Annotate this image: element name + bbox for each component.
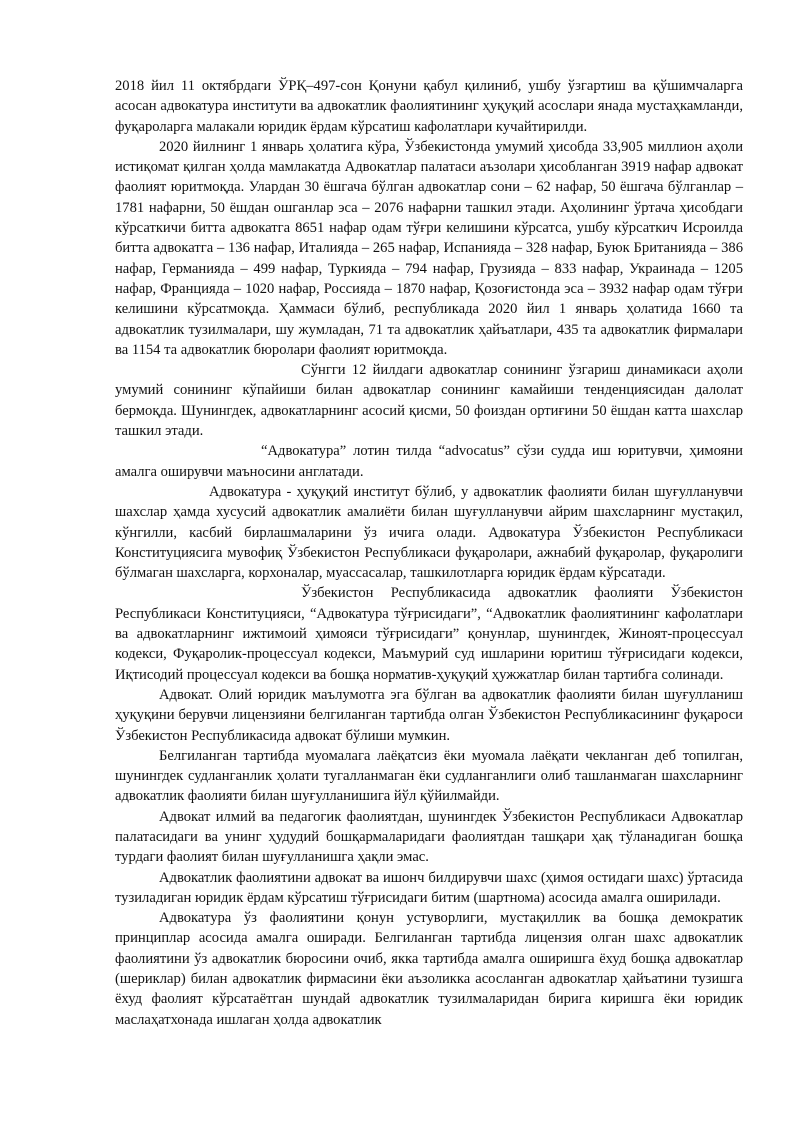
paragraph-legal-regulation: Ўзбекистон Республикасида адвокатлик фаолияти Ўзбекистон Республикаси Конституцияси, “Адвокатура тўғрисидаги”, “Адвокатлик фаолиятининг кафолатлари ва адвокатларнинг ижтимоий ҳимояси тўғрисидаги” қонунлар, шунингдек, Жиноят-процессуал кодекси, Фуқаролик-процессуал кодекси, Маъмурий суд ишларини юритиш тўғрисидаги кодекси, Иқтисодий процессуал кодекси ва бошқа норматив-ҳуқуқий ҳужжатлар билан тартибга солинади.: [115, 585, 743, 683]
paragraph-advocacy-definition: Адвокатура - ҳуқуқий институт бўлиб, у адвокатлик фаолияти билан шуғулланувчи шахслар ҳамда хусусий адвокатлик амалиёти билан шуғулланувчи айрим шахсларнинг мустақил, кўнгилли, касбий бирлашмаларини ўз ичига олади. Адвокатура Ўзбекистон Республикаси Конституциясига мувофиқ Ўзбекистон Республикаси фуқаролари, ажнабий фуқаролар, фуқаролиги бўлмаган шахсларга, корхоналар, муассасалар, ташкилотларга юридик ёрдам кўрсатади.: [115, 483, 743, 582]
document-page: [115, 76, 743, 1030]
paragraph-other-activity-restriction: Адвокат илмий ва педагогик фаолиятдан, шунингдек Ўзбекистон Республикаси Адвокатлар палатасидаги ва унинг ҳудудий бошқармаларидаги фаолиятдан ташқари ҳақ тўланадиган бошқа турдаги фаолият билан шуғулланишга ҳақли эмас.: [115, 808, 743, 866]
paragraph-lawyer-dynamics: Сўнгги 12 йилдаги адвокатлар сонининг ўзгариш динамикаси аҳоли умумий сонининг кўпайиши билан адвокатлар сонининг камайиши тенденциясидан далолат бермоқда. Шунингдек, адвокатларнинг асосий қисми, 50 фоиздан ортиғини 50 ёшдан катта шахслар ташкил этади.: [115, 362, 743, 440]
paragraph-law-amendments: 2018 йил 11 октябрдаги ЎРҚ–497-сон Қонуни қабул қилиниб, ушбу ўзгартиш ва қўшимчаларга асосан адвокатура институти ва адвокатлик фаолиятининг ҳуқуқий асослари янада мустаҳкамланди, фуқароларга малакали юридик ёрдам кўрсатиш кафолатлари кучайтирилди.: [115, 78, 743, 135]
paragraph-lawyer-statistics: 2020 йилнинг 1 январь ҳолатига кўра, Ўзбекистонда умумий ҳисобда 33,905 миллион аҳоли истиқомат қилган ҳолда мамлакатда Адвокатлар палатаси аъзолари ҳисобланган 3919 нафар адвокат фаолият юритмоқда. Улардан 30 ёшгача бўлган адвокатлар сони – 62 нафар, 50 ёшгача бўлганлар – 1781 нафарни, 50 ёшдан ошганлар эса – 2076 нафарни ташкил этади. Аҳолининг ўртача ҳисобдаги кўрсаткичи битта адвокатга 8651 нафар одам тўғри келишини кўрсатса, ушбу кўрсаткич Исроилда битта адвокатга – 136 нафар, Италияда – 265 нафар, Испанияда – 328 нафар, Буюк Британияда – 386 нафар, Германияда – 499 нафар, Туркияда – 794 нафар, Грузияда – 833 нафар, Украинада – 1205 нафар, Францияда – 1020 нафар, Россияда – 1870 нафар, Қозоғистонда эса – 3932 нафар одам тўғри келишини кўрсатмоқда. Ҳаммаси бўлиб, республикада 2020 йил 1 январь ҳолатида 1660 та адвокатлик тузилмалари, шу жумладан, 71 та адвокатлик ҳайъатлари, 435 та адвокатлик фирмалари ва 1154 та адвокатлик бюролари фаолият юритмоқда.: [115, 138, 743, 358]
paragraph-advocatus-meaning: “Адвокатура” лотин тилда “advocatus” сўзи судда иш юритувчи, ҳимояни амалга оширувчи маъносини англатади.: [115, 443, 743, 480]
paragraph-advocacy-principles: Адвокатура ўз фаолиятини қонун устуворлиги, мустақиллик ва бошқа демократик принциплар асосида амалга оширади. Белгиланган тартибда лицензия олган шахс адвокатлик фаолиятини ўз адвокатлик бюросини очиб, якка тартибда амалга оширишга ёхуд бошқа адвокатлар (шериклар) билан адвокатлик фирмасини ёки аъзоликка асосланган адвокатлар ҳайъатини тузишга ёхуд фаолият кўрсатаётган шундай адвокатлик тузилмаларидан бирига киришга ёки юридик маслаҳатхонада ишлаган ҳолда адвокатлик: [115, 910, 743, 1028]
paragraph-legal-aid-agreement: Адвокатлик фаолиятини адвокат ва ишонч билдирувчи шахс (ҳимоя остидаги шахс) ўртасида тузиладиган юридик ёрдам кўрсатиш тўғрисидаги битим (шартнома) асосида амалга оширилади.: [115, 869, 743, 906]
paragraph-lawyer-eligibility: Адвокат. Олий юридик маълумотга эга бўлган ва адвокатлик фаолияти билан шуғулланиш ҳуқуқини берувчи лицензияни белгиланган тартибда олган Ўзбекистон Республикасининг фуқароси Ўзбекистон Республикасида адвокат бўлиши мумкин.: [115, 686, 743, 744]
paragraph-incapacity-restriction: Белгиланган тартибда муомалага лаёқатсиз ёки муомала лаёқати чекланган деб топилган, шунингдек судланганлик ҳолати тугалланмаган ёки судланганлиги олиб ташланмаган шахсларнинг адвокатлик фаолияти билан шуғулланишига йўл қўйилмайди.: [115, 747, 743, 805]
